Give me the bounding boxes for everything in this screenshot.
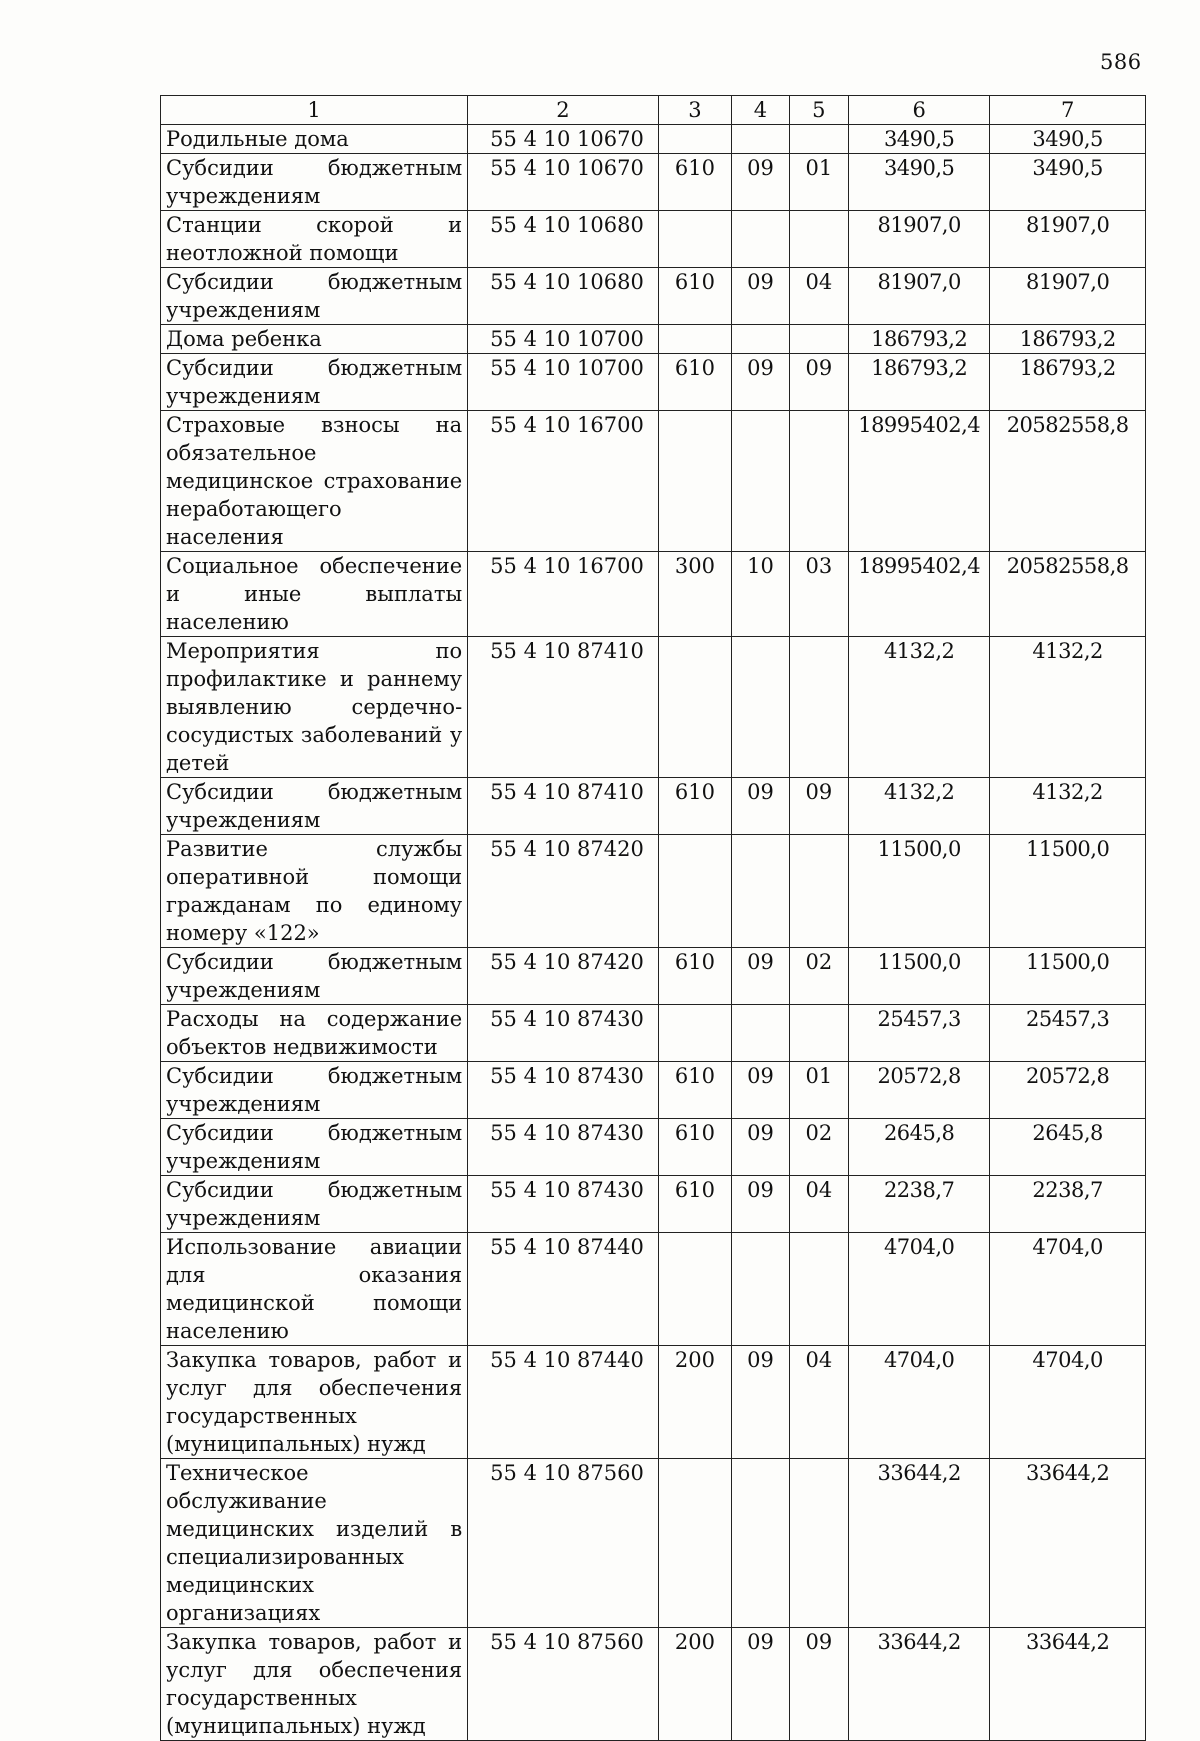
row-code: 55 4 10 87410 [468, 778, 658, 835]
row-col5 [789, 325, 848, 354]
row-col3 [658, 1459, 732, 1628]
row-col3: 200 [658, 1346, 732, 1459]
table-row [161, 1005, 1146, 1062]
row-amount-col7: 3490,5 [990, 125, 1146, 154]
row-amount-col6: 2238,7 [849, 1176, 990, 1233]
row-col4 [732, 211, 789, 268]
row-col3 [658, 1005, 732, 1062]
row-code: 55 4 10 87410 [468, 637, 658, 778]
row-description: Мероприятия по профилактике и раннему выявлению сердечно-сосудистых заболеваний у детей [161, 637, 468, 778]
row-code: 55 4 10 10670 [468, 125, 658, 154]
table-row [161, 325, 1146, 354]
row-amount-col6: 20572,8 [849, 1062, 990, 1119]
row-amount-col7: 186793,2 [990, 354, 1146, 411]
row-col4: 09 [732, 1346, 789, 1459]
row-col5 [789, 835, 848, 948]
table-row [161, 948, 1146, 1005]
table-row [161, 411, 1146, 552]
row-code: 55 4 10 87430 [468, 1005, 658, 1062]
row-code: 55 4 10 10700 [468, 325, 658, 354]
row-amount-col6: 2645,8 [849, 1119, 990, 1176]
row-description: Субсидии бюджетным учреждениям [161, 1176, 468, 1233]
row-amount-col7: 11500,0 [990, 835, 1146, 948]
row-col5: 04 [789, 1346, 848, 1459]
row-amount-col6: 11500,0 [849, 948, 990, 1005]
row-col3: 610 [658, 1062, 732, 1119]
column-header: 3 [658, 96, 732, 125]
row-amount-col7: 20582558,8 [990, 411, 1146, 552]
row-description: Развитие службы оперативной помощи гражданам по единому номеру «122» [161, 835, 468, 948]
row-col3 [658, 125, 732, 154]
row-description: Страховые взносы на обязательное медицинское страхование неработающего населения [161, 411, 468, 552]
row-code: 55 4 10 87430 [468, 1176, 658, 1233]
column-header: 7 [990, 96, 1146, 125]
row-col4: 10 [732, 552, 789, 637]
row-col5 [789, 211, 848, 268]
row-amount-col6: 186793,2 [849, 325, 990, 354]
row-col4: 09 [732, 1176, 789, 1233]
row-code: 55 4 10 16700 [468, 552, 658, 637]
table-row [161, 354, 1146, 411]
row-description: Использование авиации для оказания медицинской помощи населению [161, 1233, 468, 1346]
row-amount-col7: 25457,3 [990, 1005, 1146, 1062]
row-col3 [658, 411, 732, 552]
row-col5 [789, 637, 848, 778]
row-description: Закупка товаров, работ и услуг для обеспечения государственных (муниципальных) нужд [161, 1346, 468, 1459]
row-col5: 02 [789, 1119, 848, 1176]
table-row [161, 1176, 1146, 1233]
row-amount-col7: 20582558,8 [990, 552, 1146, 637]
row-amount-col7: 186793,2 [990, 325, 1146, 354]
page-number: 586 [1100, 50, 1142, 74]
table-row [161, 1346, 1146, 1459]
table-row [161, 1119, 1146, 1176]
row-col5 [789, 411, 848, 552]
row-col3: 610 [658, 948, 732, 1005]
table-row [161, 552, 1146, 637]
row-amount-col7: 4132,2 [990, 637, 1146, 778]
row-amount-col7: 81907,0 [990, 211, 1146, 268]
table-row [161, 1062, 1146, 1119]
row-col5: 09 [789, 1628, 848, 1741]
table-row [161, 1628, 1146, 1741]
row-col3: 200 [658, 1628, 732, 1741]
row-col5: 01 [789, 1062, 848, 1119]
table-row [161, 1459, 1146, 1628]
row-col3: 300 [658, 552, 732, 637]
row-col4 [732, 125, 789, 154]
row-amount-col7: 20572,8 [990, 1062, 1146, 1119]
row-code: 55 4 10 10670 [468, 154, 658, 211]
row-amount-col6: 81907,0 [849, 211, 990, 268]
row-amount-col6: 4704,0 [849, 1233, 990, 1346]
row-description: Субсидии бюджетным учреждениям [161, 154, 468, 211]
row-amount-col7: 33644,2 [990, 1459, 1146, 1628]
row-description: Дома ребенка [161, 325, 468, 354]
row-col5: 04 [789, 268, 848, 325]
row-col4: 09 [732, 1119, 789, 1176]
row-code: 55 4 10 87560 [468, 1459, 658, 1628]
row-code: 55 4 10 87430 [468, 1119, 658, 1176]
table-row [161, 211, 1146, 268]
column-header: 1 [161, 96, 468, 125]
row-code: 55 4 10 87430 [468, 1062, 658, 1119]
row-code: 55 4 10 87560 [468, 1628, 658, 1741]
row-description: Закупка товаров, работ и услуг для обеспечения государственных (муниципальных) нужд [161, 1628, 468, 1741]
table-row [161, 637, 1146, 778]
row-amount-col6: 25457,3 [849, 1005, 990, 1062]
row-col4: 09 [732, 354, 789, 411]
column-header: 6 [849, 96, 990, 125]
table-row [161, 125, 1146, 154]
row-col4: 09 [732, 778, 789, 835]
row-col3 [658, 211, 732, 268]
row-amount-col7: 11500,0 [990, 948, 1146, 1005]
row-code: 55 4 10 87420 [468, 948, 658, 1005]
row-description: Субсидии бюджетным учреждениям [161, 268, 468, 325]
table-header-row [161, 96, 1146, 125]
row-code: 55 4 10 10680 [468, 211, 658, 268]
row-amount-col7: 4132,2 [990, 778, 1146, 835]
row-col5: 04 [789, 1176, 848, 1233]
row-col5: 01 [789, 154, 848, 211]
row-col3: 610 [658, 778, 732, 835]
row-amount-col6: 11500,0 [849, 835, 990, 948]
row-col4 [732, 1233, 789, 1346]
row-amount-col6: 4704,0 [849, 1346, 990, 1459]
row-col3: 610 [658, 268, 732, 325]
row-amount-col6: 18995402,4 [849, 411, 990, 552]
row-col3 [658, 637, 732, 778]
row-amount-col6: 18995402,4 [849, 552, 990, 637]
row-amount-col6: 81907,0 [849, 268, 990, 325]
table-row [161, 1233, 1146, 1346]
row-description: Социальное обеспечение и иные выплаты населению [161, 552, 468, 637]
row-col5: 09 [789, 778, 848, 835]
row-description: Родильные дома [161, 125, 468, 154]
row-amount-col7: 4704,0 [990, 1233, 1146, 1346]
row-col5 [789, 125, 848, 154]
row-amount-col6: 3490,5 [849, 154, 990, 211]
row-col3 [658, 1233, 732, 1346]
row-amount-col6: 186793,2 [849, 354, 990, 411]
row-description: Субсидии бюджетным учреждениям [161, 354, 468, 411]
row-amount-col7: 33644,2 [990, 1628, 1146, 1741]
row-description: Субсидии бюджетным учреждениям [161, 778, 468, 835]
row-col5 [789, 1459, 848, 1628]
column-header: 4 [732, 96, 789, 125]
budget-table [160, 95, 1146, 1741]
row-amount-col7: 3490,5 [990, 154, 1146, 211]
row-description: Техническое обслуживание медицинских изделий в специализированных медицинских организациях [161, 1459, 468, 1628]
row-col3: 610 [658, 354, 732, 411]
row-code: 55 4 10 16700 [468, 411, 658, 552]
row-col3 [658, 325, 732, 354]
table-row [161, 268, 1146, 325]
row-amount-col6: 4132,2 [849, 637, 990, 778]
row-col4 [732, 411, 789, 552]
row-col5: 03 [789, 552, 848, 637]
row-col3: 610 [658, 154, 732, 211]
row-code: 55 4 10 10700 [468, 354, 658, 411]
row-col5: 02 [789, 948, 848, 1005]
table-row [161, 778, 1146, 835]
row-col4 [732, 1459, 789, 1628]
row-col3: 610 [658, 1176, 732, 1233]
row-amount-col6: 3490,5 [849, 125, 990, 154]
row-col3: 610 [658, 1119, 732, 1176]
row-description: Субсидии бюджетным учреждениям [161, 948, 468, 1005]
row-amount-col7: 2238,7 [990, 1176, 1146, 1233]
row-description: Субсидии бюджетным учреждениям [161, 1119, 468, 1176]
row-col4: 09 [732, 948, 789, 1005]
row-amount-col7: 2645,8 [990, 1119, 1146, 1176]
row-amount-col6: 33644,2 [849, 1459, 990, 1628]
row-col4 [732, 325, 789, 354]
row-col4: 09 [732, 154, 789, 211]
row-description: Субсидии бюджетным учреждениям [161, 1062, 468, 1119]
row-col4 [732, 1005, 789, 1062]
row-col4 [732, 637, 789, 778]
row-col4 [732, 835, 789, 948]
row-amount-col7: 81907,0 [990, 268, 1146, 325]
row-amount-col7: 4704,0 [990, 1346, 1146, 1459]
row-col4: 09 [732, 1628, 789, 1741]
row-amount-col6: 33644,2 [849, 1628, 990, 1741]
table-row [161, 835, 1146, 948]
row-col5: 09 [789, 354, 848, 411]
row-description: Расходы на содержание объектов недвижимости [161, 1005, 468, 1062]
column-header: 2 [468, 96, 658, 125]
column-header: 5 [789, 96, 848, 125]
row-col3 [658, 835, 732, 948]
row-col5 [789, 1233, 848, 1346]
row-code: 55 4 10 87440 [468, 1233, 658, 1346]
row-col4: 09 [732, 1062, 789, 1119]
row-description: Станции скорой и неотложной помощи [161, 211, 468, 268]
row-amount-col6: 4132,2 [849, 778, 990, 835]
row-code: 55 4 10 10680 [468, 268, 658, 325]
row-code: 55 4 10 87440 [468, 1346, 658, 1459]
row-code: 55 4 10 87420 [468, 835, 658, 948]
table-row [161, 154, 1146, 211]
row-col5 [789, 1005, 848, 1062]
row-col4: 09 [732, 268, 789, 325]
